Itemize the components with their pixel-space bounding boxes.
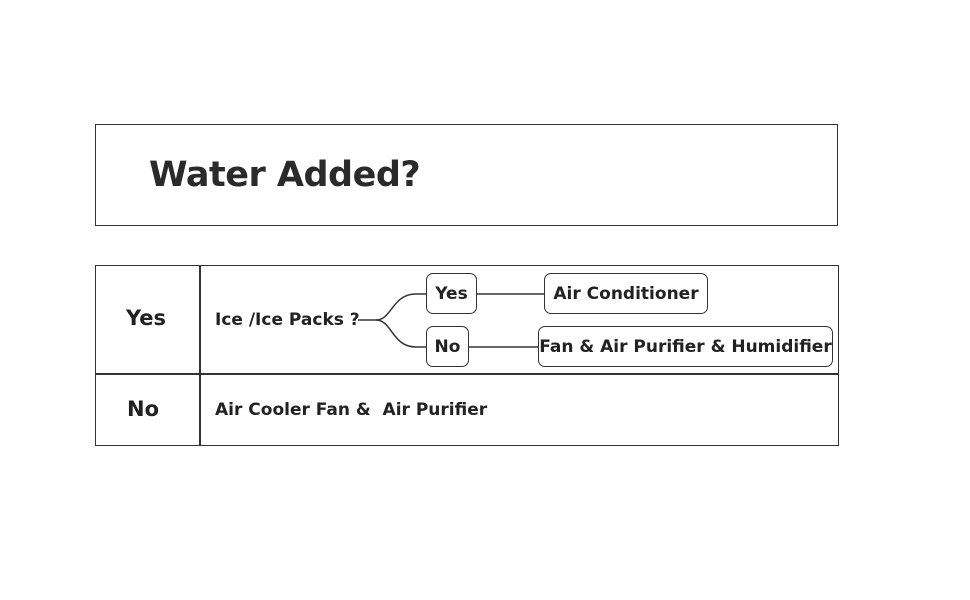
diagram-title: Water Added? — [149, 155, 421, 195]
ice-packs-question: Ice /Ice Packs ? — [215, 310, 360, 330]
result-fan-purifier-humidifier: Fan & Air Purifier & Humidifier — [538, 326, 833, 367]
row-no-label: No — [127, 397, 160, 421]
branch-no-node: No — [426, 326, 469, 367]
branch-no-curve — [376, 320, 427, 347]
result-air-cooler-purifier: Air Cooler Fan & Air Purifier — [215, 400, 488, 420]
branch-yes-node: Yes — [426, 273, 477, 314]
branch-yes-curve — [376, 294, 427, 320]
row-yes-label: Yes — [126, 306, 167, 330]
result-air-conditioner: Air Conditioner — [544, 273, 708, 314]
